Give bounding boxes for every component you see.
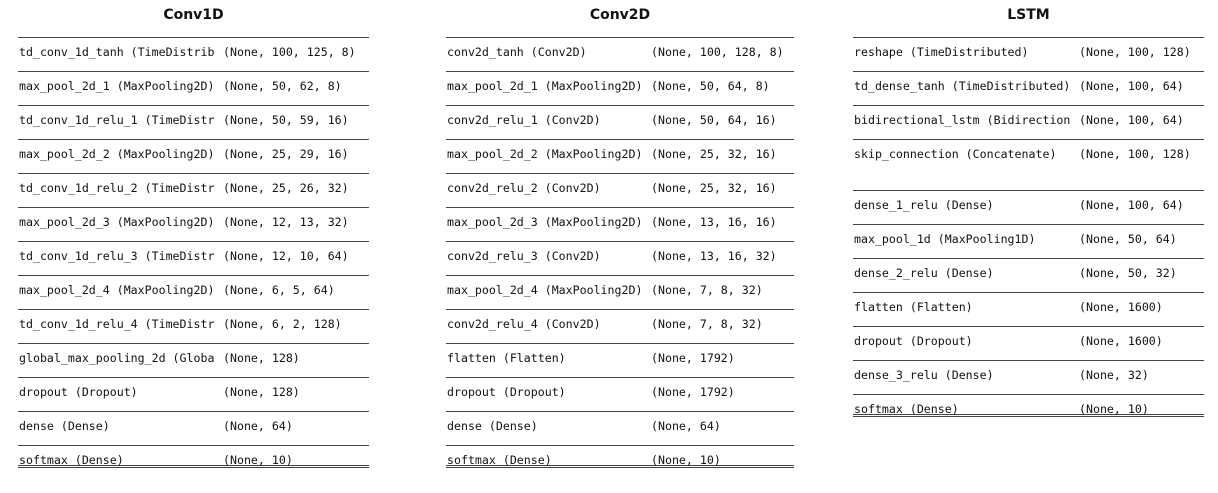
row-separator — [853, 71, 1204, 72]
layer-row — [446, 207, 794, 241]
output-shape: (None, 50, 62, 8) — [223, 79, 342, 93]
layer-row — [18, 411, 369, 445]
row-separator — [446, 275, 794, 276]
layer-name: softmax (Dense) — [19, 453, 124, 467]
layer-name: td_conv_1d_relu_4 (TimeDistr — [19, 317, 215, 331]
layer-row — [853, 258, 1204, 292]
layer-row — [853, 292, 1204, 326]
row-separator — [853, 258, 1204, 259]
layer-name: conv2d_relu_1 (Conv2D) — [447, 113, 601, 127]
layer-name: softmax (Dense) — [447, 453, 552, 467]
row-separator — [18, 343, 369, 344]
layer-row — [853, 360, 1204, 394]
layer-name: flatten (Flatten) — [854, 300, 973, 314]
row-separator — [446, 377, 794, 378]
row-separator — [446, 207, 794, 208]
row-separator — [446, 309, 794, 310]
row-separator — [18, 37, 369, 38]
layer-row — [18, 71, 369, 105]
layer-name: dropout (Dropout) — [19, 385, 138, 399]
layer-name: max_pool_2d_4 (MaxPooling2D) — [19, 283, 215, 297]
row-separator — [18, 139, 369, 140]
output-shape: (None, 25, 32, 16) — [651, 181, 777, 195]
layer-name: global_max_pooling_2d (Globa — [19, 351, 215, 365]
row-separator — [853, 292, 1204, 293]
layer-row — [853, 139, 1204, 173]
layer-row — [18, 37, 369, 71]
output-shape: (None, 100, 125, 8) — [223, 45, 356, 59]
output-shape: (None, 64) — [651, 419, 721, 433]
row-separator — [446, 241, 794, 242]
row-separator — [18, 275, 369, 276]
row-separator — [446, 105, 794, 106]
layer-name: conv2d_relu_3 (Conv2D) — [447, 249, 601, 263]
layer-name: td_conv_1d_tanh (TimeDistrib — [19, 45, 215, 59]
layer-row — [18, 207, 369, 241]
output-shape: (None, 7, 8, 32) — [651, 283, 763, 297]
layer-row — [853, 224, 1204, 258]
layer-row — [853, 326, 1204, 360]
row-separator — [446, 37, 794, 38]
output-shape: (None, 6, 2, 128) — [223, 317, 342, 331]
row-separator — [18, 411, 369, 412]
layer-row — [446, 71, 794, 105]
layer-row — [853, 37, 1204, 71]
output-shape: (None, 1600) — [1079, 334, 1163, 348]
output-shape: (None, 12, 13, 32) — [223, 215, 349, 229]
output-shape: (None, 12, 10, 64) — [223, 249, 349, 263]
output-shape: (None, 50, 32) — [1079, 266, 1177, 280]
layer-row — [446, 343, 794, 377]
row-separator — [18, 241, 369, 242]
layer-name: conv2d_relu_2 (Conv2D) — [447, 181, 601, 195]
output-shape: (None, 50, 64, 16) — [651, 113, 777, 127]
output-shape: (None, 64) — [223, 419, 293, 433]
row-separator — [18, 207, 369, 208]
layer-row — [446, 105, 794, 139]
layer-name: max_pool_2d_3 (MaxPooling2D) — [19, 215, 215, 229]
layer-row — [18, 309, 369, 343]
layer-row — [18, 343, 369, 377]
layer-name: max_pool_2d_2 (MaxPooling2D) — [19, 147, 215, 161]
row-separator — [853, 190, 1204, 191]
output-shape: (None, 10) — [223, 453, 293, 467]
layer-row — [446, 445, 794, 479]
row-separator — [853, 105, 1204, 106]
model-title: LSTM — [1007, 7, 1050, 23]
output-shape: (None, 128) — [223, 351, 300, 365]
row-separator — [853, 37, 1204, 38]
layer-name: reshape (TimeDistributed) — [854, 45, 1029, 59]
output-shape: (None, 100, 64) — [1079, 113, 1184, 127]
layer-row — [18, 105, 369, 139]
layer-name: bidirectional_lstm (Bidirection — [854, 113, 1071, 127]
layer-row — [18, 377, 369, 411]
output-shape: (None, 10) — [651, 453, 721, 467]
layer-row — [446, 37, 794, 71]
layer-row — [853, 394, 1204, 428]
row-separator — [18, 71, 369, 72]
output-shape: (None, 7, 8, 32) — [651, 317, 763, 331]
output-shape: (None, 13, 16, 16) — [651, 215, 777, 229]
layer-name: max_pool_2d_2 (MaxPooling2D) — [447, 147, 643, 161]
output-shape: (None, 100, 128) — [1079, 45, 1191, 59]
output-shape: (None, 100, 64) — [1079, 79, 1184, 93]
layer-row — [446, 173, 794, 207]
output-shape: (None, 100, 64) — [1079, 198, 1184, 212]
layer-name: dropout (Dropout) — [854, 334, 973, 348]
layer-name: flatten (Flatten) — [447, 351, 566, 365]
layer-name: max_pool_2d_4 (MaxPooling2D) — [447, 283, 643, 297]
layer-row — [18, 445, 369, 479]
output-shape: (None, 100, 128) — [1079, 147, 1191, 161]
layer-row — [446, 411, 794, 445]
layer-name: td_conv_1d_relu_3 (TimeDistr — [19, 249, 215, 263]
row-separator — [446, 343, 794, 344]
output-shape: (None, 6, 5, 64) — [223, 283, 335, 297]
row-separator — [446, 411, 794, 412]
layer-row — [446, 377, 794, 411]
layer-name: dropout (Dropout) — [447, 385, 566, 399]
output-shape: (None, 1600) — [1079, 300, 1163, 314]
output-shape: (None, 1792) — [651, 351, 735, 365]
layer-name: softmax (Dense) — [854, 402, 959, 416]
layer-name: dense_3_relu (Dense) — [854, 368, 994, 382]
row-separator — [446, 173, 794, 174]
layer-row — [446, 241, 794, 275]
row-separator — [853, 394, 1204, 395]
output-shape: (None, 13, 16, 32) — [651, 249, 777, 263]
layer-name: td_conv_1d_relu_2 (TimeDistr — [19, 181, 215, 195]
output-shape: (None, 25, 29, 16) — [223, 147, 349, 161]
row-separator — [18, 377, 369, 378]
layer-row — [18, 173, 369, 207]
output-shape: (None, 1792) — [651, 385, 735, 399]
model-title: Conv2D — [589, 7, 651, 23]
output-shape: (None, 50, 64, 8) — [651, 79, 770, 93]
output-shape: (None, 128) — [223, 385, 300, 399]
output-shape: (None, 32) — [1079, 368, 1149, 382]
layer-name: skip_connection (Concatenate) — [854, 147, 1057, 161]
row-separator — [446, 71, 794, 72]
row-separator — [853, 224, 1204, 225]
layer-name: max_pool_2d_1 (MaxPooling2D) — [19, 79, 215, 93]
row-separator — [853, 326, 1204, 327]
output-shape: (None, 25, 26, 32) — [223, 181, 349, 195]
row-separator — [18, 445, 369, 446]
output-shape: (None, 10) — [1079, 402, 1149, 416]
row-separator — [446, 445, 794, 446]
output-shape: (None, 100, 128, 8) — [651, 45, 784, 59]
output-shape: (None, 50, 59, 16) — [223, 113, 349, 127]
row-separator — [853, 360, 1204, 361]
layer-name: conv2d_relu_4 (Conv2D) — [447, 317, 601, 331]
model-title: Conv1D — [163, 7, 224, 23]
layer-name: dense_2_relu (Dense) — [854, 266, 994, 280]
output-shape: (None, 25, 32, 16) — [651, 147, 777, 161]
output-shape: (None, 50, 64) — [1079, 232, 1177, 246]
layer-name: dense (Dense) — [19, 419, 110, 433]
layer-name: td_conv_1d_relu_1 (TimeDistr — [19, 113, 215, 127]
layer-row — [18, 275, 369, 309]
layer-name: td_dense_tanh (TimeDistributed) — [854, 79, 1071, 93]
layer-row — [446, 309, 794, 343]
layer-name: conv2d_tanh (Conv2D) — [447, 45, 587, 59]
layer-row — [853, 105, 1204, 139]
row-separator — [18, 105, 369, 106]
layer-name: max_pool_1d (MaxPooling1D) — [854, 232, 1036, 246]
layer-name: dense (Dense) — [447, 419, 538, 433]
row-separator — [853, 139, 1204, 140]
layer-name: dense_1_relu (Dense) — [854, 198, 994, 212]
layer-row — [18, 139, 369, 173]
layer-name: max_pool_2d_3 (MaxPooling2D) — [447, 215, 643, 229]
row-separator — [18, 309, 369, 310]
layer-row — [853, 71, 1204, 105]
layer-name: max_pool_2d_1 (MaxPooling2D) — [447, 79, 643, 93]
layer-row — [446, 275, 794, 309]
layer-row — [853, 190, 1204, 224]
layer-row — [18, 241, 369, 275]
layer-row — [446, 139, 794, 173]
row-separator — [18, 173, 369, 174]
row-separator — [446, 139, 794, 140]
